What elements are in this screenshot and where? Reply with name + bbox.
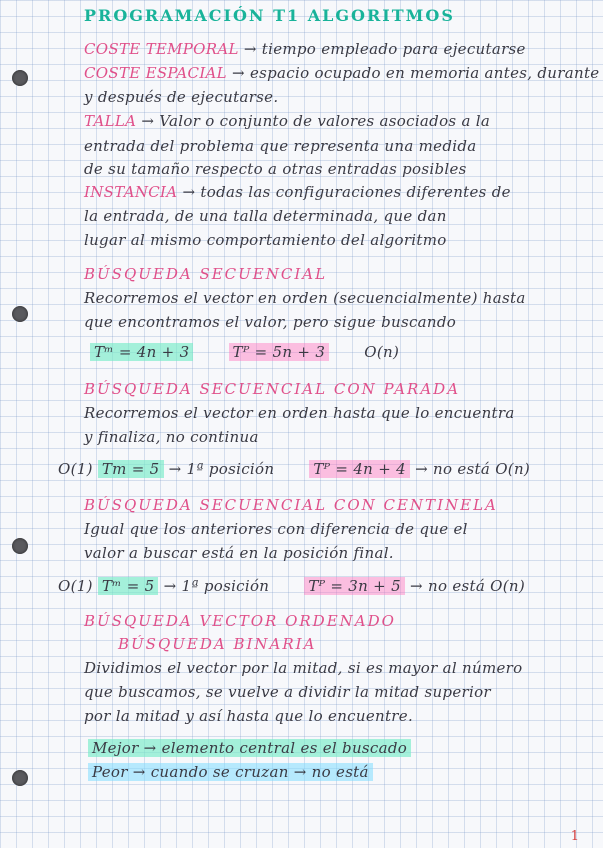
definition-talla xyxy=(84,112,490,130)
definition-line: entrada del problema que representa una medida xyxy=(84,137,477,155)
formula-row xyxy=(58,460,530,478)
formula-order: O(n) xyxy=(490,577,526,595)
case-worst xyxy=(88,763,373,781)
definition-line: y después de ejecutarse. xyxy=(84,88,279,106)
section-heading: BÚSQUEDA SECUENCIAL CON PARADA xyxy=(84,380,461,398)
definition-line: la entrada, de una talla determinada, que dan xyxy=(84,207,447,225)
formula-tm: Tᵐ = 4n + 3 xyxy=(90,343,193,361)
best-case-text: Mejor → elemento central es el buscado xyxy=(88,739,411,757)
formula-order-best: O(1) xyxy=(58,460,93,478)
formula-tm: Tm = 5 xyxy=(98,460,164,478)
formula-tp: Tᴾ = 4n + 4 xyxy=(309,460,410,478)
formula-tp-note: → no está xyxy=(410,577,486,595)
formula-tp: Tᴾ = 3n + 5 xyxy=(304,577,405,595)
term-coste-espacial: COSTE ESPACIAL xyxy=(84,64,227,82)
formula-row xyxy=(90,343,399,361)
term-coste-temporal: COSTE TEMPORAL xyxy=(84,40,239,58)
formula-tm: Tᵐ = 5 xyxy=(98,577,159,595)
term-instancia: INSTANCIA xyxy=(84,183,178,201)
section-subheading: BÚSQUEDA BINARIA xyxy=(118,635,317,653)
page-title: PROGRAMACIÓN T1 ALGORITMOS xyxy=(84,6,455,25)
definition-coste-espacial xyxy=(84,64,599,82)
formula-tp-note: → no está xyxy=(415,460,491,478)
section-text: que encontramos el valor, pero sigue buscando xyxy=(84,313,457,331)
section-text: Recorremos el vector en orden hasta que lo encuentra xyxy=(84,404,515,422)
section-text: Dividimos el vector por la mitad, si es mayor al número xyxy=(84,659,523,677)
section-text: y finaliza, no continua xyxy=(84,428,259,446)
section-text: que buscamos, se vuelve a dividir la mitad superior xyxy=(84,683,491,701)
def-instancia: → todas las configuraciones diferentes de xyxy=(182,183,511,201)
def-coste-espacial: → espacio ocupado en memoria antes, durante xyxy=(232,64,600,82)
definition-coste-temporal xyxy=(84,40,526,58)
case-best xyxy=(88,739,411,757)
formula-tp: Tᴾ = 5n + 3 xyxy=(229,343,330,361)
section-text: por la mitad y así hasta que lo encuentre. xyxy=(84,707,414,725)
page-number: 1 xyxy=(570,829,579,844)
formula-row xyxy=(58,577,525,595)
section-heading: BÚSQUEDA SECUENCIAL xyxy=(84,265,328,283)
worst-case-text: Peor → cuando se cruzan → no está xyxy=(88,763,373,781)
term-talla: TALLA xyxy=(84,112,137,130)
formula-order: O(n) xyxy=(364,343,400,361)
definition-line: de su tamaño respecto a otras entradas posibles xyxy=(84,160,467,178)
def-coste-temporal: → tiempo empleado para ejecutarse xyxy=(243,40,526,58)
definition-line: lugar al mismo comportamiento del algoritmo xyxy=(84,231,447,249)
binder-hole xyxy=(12,538,28,554)
formula-tm-note: → 1ª posición xyxy=(163,577,270,595)
binder-hole xyxy=(12,70,28,86)
def-talla: → Valor o conjunto de valores asociados a la xyxy=(141,112,491,130)
formula-order-best: O(1) xyxy=(58,577,93,595)
binder-hole xyxy=(12,770,28,786)
section-text: Recorremos el vector en orden (secuencialmente) hasta xyxy=(84,289,526,307)
section-heading: BÚSQUEDA SECUENCIAL CON CENTINELA xyxy=(84,496,498,514)
section-heading: BÚSQUEDA VECTOR ORDENADO xyxy=(84,612,396,630)
section-text: Igual que los anteriores con diferencia de que el xyxy=(84,520,468,538)
section-text: valor a buscar está en la posición final. xyxy=(84,544,394,562)
formula-tm-note: → 1ª posición xyxy=(168,460,275,478)
definition-instancia xyxy=(84,183,511,201)
binder-hole xyxy=(12,306,28,322)
formula-order: O(n) xyxy=(495,460,531,478)
